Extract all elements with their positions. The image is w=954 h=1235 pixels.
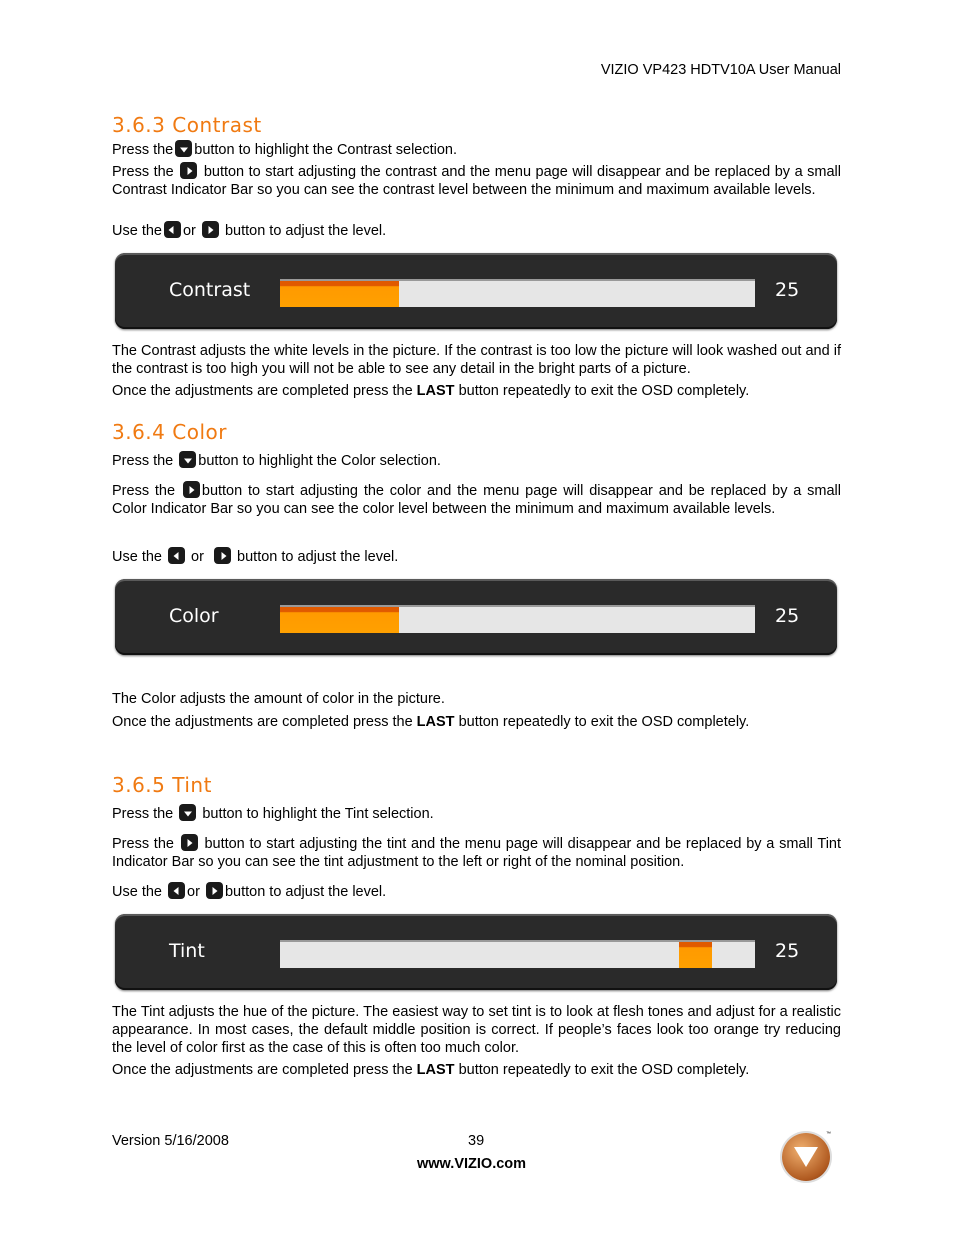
section-heading-tint: 3.6.5 Tint [112, 773, 212, 797]
osd-value: 25 [775, 605, 800, 627]
right-arrow-button-icon [202, 221, 219, 238]
left-arrow-button-icon [164, 221, 181, 238]
right-arrow-button-icon [180, 162, 197, 179]
down-arrow-button-icon [179, 804, 196, 821]
right-arrow-button-icon [181, 834, 198, 851]
color-para-5: Once the adjustments are completed press the LAST button repeatedly to exit the OSD completely. [112, 714, 750, 730]
page-number: 39 [468, 1133, 485, 1149]
left-arrow-button-icon [168, 547, 185, 564]
footer-url: www.VIZIO.com [417, 1156, 527, 1172]
section-heading-contrast: 3.6.3 Contrast [112, 113, 262, 137]
osd-fill [679, 942, 712, 968]
right-arrow-button-icon [214, 547, 231, 564]
osd-fill [280, 607, 399, 633]
osd-track [280, 605, 755, 633]
contrast-para-1: Press the button to highlight the Contrast selection. [112, 142, 458, 158]
contrast-para-2: Press the button to start adjusting the contrast and the menu page will disappear and be replaced by a small Contrast Indicator Bar so you can see the contrast level between the minimum and maximum available levels. [112, 164, 841, 198]
left-arrow-button-icon [168, 882, 185, 899]
contrast-indicator-bar [115, 253, 837, 329]
down-arrow-button-icon [179, 451, 196, 468]
osd-track [280, 279, 755, 307]
footer-version: Version 5/16/2008 [112, 1133, 229, 1149]
tint-para-1: Press the button to highlight the Tint selection. [112, 806, 434, 822]
osd-label: Color [169, 605, 219, 627]
down-arrow-button-icon [175, 140, 192, 157]
vizio-logo-icon [782, 1133, 830, 1181]
contrast-para-4: The Contrast adjusts the white levels in the picture. If the contrast is too low the picture will look washed out and if the contrast is too high you will not be able to see any detail in the bright parts of a picture. [112, 343, 841, 377]
color-para-3: Use the or button to adjust the level. [112, 549, 399, 565]
color-para-4: The Color adjusts the amount of color in the picture. [112, 691, 445, 707]
osd-label: Contrast [169, 279, 251, 301]
tint-para-5: Once the adjustments are completed press the LAST button repeatedly to exit the OSD completely. [112, 1062, 750, 1078]
tint-para-3: Use the or button to adjust the level. [112, 884, 387, 900]
tint-indicator-bar [115, 914, 837, 990]
osd-track [280, 940, 755, 968]
document-header: VIZIO VP423 HDTV10A User Manual [600, 62, 841, 78]
contrast-para-3: Use the or button to adjust the level. [112, 223, 387, 239]
color-para-2: Press the button to start adjusting the color and the menu page will disappear and be replaced by a small Color Indicator Bar so you can see the color level between the minimum and maximum available levels. [112, 483, 841, 517]
trademark-mark: ™ [826, 1131, 831, 1137]
contrast-para-5: Once the adjustments are completed press the LAST button repeatedly to exit the OSD completely. [112, 383, 750, 399]
color-para-1: Press the button to highlight the Color selection. [112, 453, 441, 469]
right-arrow-button-icon [183, 481, 200, 498]
osd-label: Tint [169, 940, 205, 962]
section-heading-color: 3.6.4 Color [112, 420, 227, 444]
right-arrow-button-icon [206, 882, 223, 899]
color-indicator-bar [115, 579, 837, 655]
tint-para-2: Press the button to start adjusting the tint and the menu page will disappear and be replaced by a small Tint Indicator Bar so you can see the tint adjustment to the left or right of the nominal position. [112, 836, 842, 870]
osd-value: 25 [775, 940, 800, 962]
osd-value: 25 [775, 279, 800, 301]
osd-fill [280, 281, 399, 307]
tint-para-4: The Tint adjusts the hue of the picture. The easiest way to set tint is to look at flesh tones and adjust for a realistic appearance. In most cases, the default middle position is correct. If people’s faces look too orange try reducing the level of color first as the case of this is often too much color. [112, 1004, 841, 1056]
